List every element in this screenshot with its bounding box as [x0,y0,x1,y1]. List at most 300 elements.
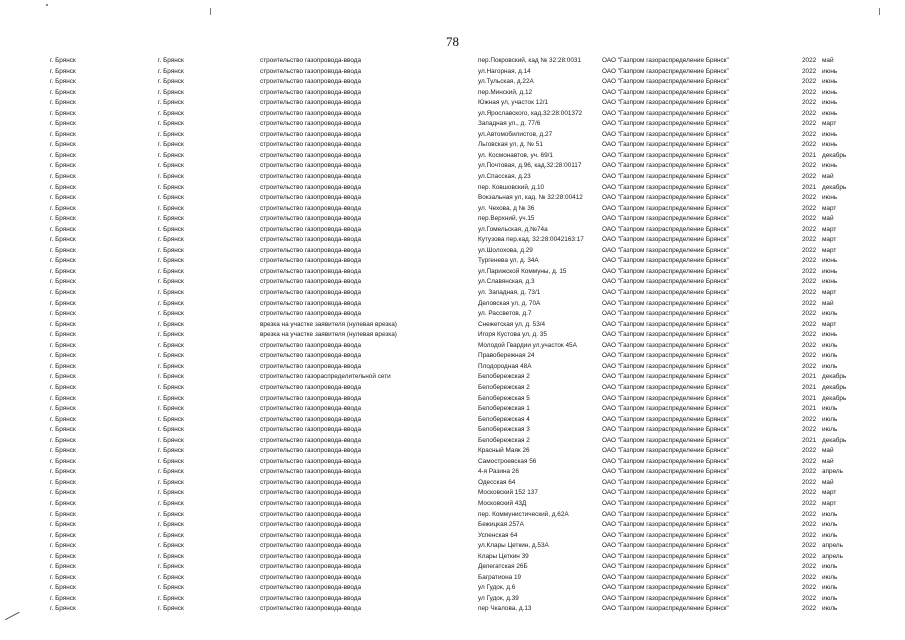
organization-cell: ОАО "Газпром газораспределение Брянск" [602,394,729,402]
city-cell: г. Брянск [158,552,184,560]
organization-cell: ОАО "Газпром газораспределение Брянск" [602,383,729,391]
table-row [50,183,850,194]
region-cell: г. Брянск [50,415,76,423]
city-cell: г. Брянск [158,99,184,107]
table-row [50,140,850,151]
year-cell: 2022 [802,468,817,476]
work-type-cell: строительство газопровода-ввода [260,531,362,539]
city-cell: г. Брянск [158,405,184,413]
year-cell: 2022 [802,426,817,434]
city-cell: г. Брянск [158,542,184,550]
table-row [50,510,850,521]
city-cell: г. Брянск [158,183,184,191]
address-cell: пер.Покровский, кад № 32:28:0031 [478,57,582,64]
region-cell: г. Брянск [50,510,76,518]
month-cell: май [822,478,834,486]
region-cell: г. Брянск [50,225,76,233]
region-cell: г. Брянск [50,531,76,539]
city-cell: г. Брянск [158,573,184,581]
table-row [50,77,850,88]
address-cell: Белобережская 1 [478,405,530,413]
city-cell: г. Брянск [158,415,184,423]
work-type-cell: строительство газопровода-ввода [260,246,362,254]
organization-cell: ОАО "Газпром газораспределение Брянск" [602,510,729,518]
work-type-cell: строительство газораспределительной сети [260,373,391,381]
year-cell: 2022 [802,362,817,370]
organization-cell: ОАО "Газпром газораспределение Брянск" [602,173,729,181]
page-number: 78 [446,34,459,49]
city-cell: г. Брянск [158,173,184,181]
region-cell: г. Брянск [50,130,76,138]
address-cell: ул.Ярославского, кад.32:28:001372 [478,109,583,117]
city-cell: г. Брянск [158,120,184,128]
address-cell: ул. Рассветов, д.7 [478,310,532,318]
table-row [50,583,850,594]
table-row [50,67,850,78]
table-row [50,277,850,288]
city-cell: г. Брянск [158,204,184,212]
region-cell: г. Брянск [50,521,76,529]
table-row [50,520,850,531]
year-cell: 2022 [802,267,817,275]
organization-cell: ОАО "Газпром газораспределение Брянск" [602,225,729,233]
region-cell: г. Брянск [50,447,76,455]
year-cell: 2022 [802,236,817,244]
month-cell: июль [822,521,838,529]
month-cell: июль [822,563,838,571]
table-row [50,288,850,299]
address-cell: Московский 43Д [478,499,527,507]
work-type-cell: строительство газопровода-ввода [260,563,362,571]
city-cell: г. Брянск [158,194,184,202]
work-type-cell: строительство газопровода-ввода [260,362,362,370]
region-cell: г. Брянск [50,215,76,223]
organization-cell: ОАО "Газпром газораспределение Брянск" [602,478,729,486]
scan-speck [46,4,48,6]
address-cell: ул. Космонавтов, уч. 69/1 [478,151,553,159]
city-cell: г. Брянск [158,289,184,297]
work-type-cell: строительство газопровода-ввода [260,215,362,223]
table-row [50,151,850,162]
table-row [50,488,850,499]
table-row [50,383,850,394]
scan-edge-mark-left [210,8,211,15]
work-type-cell: строительство газопровода-ввода [260,405,362,413]
region-cell: г. Брянск [50,331,76,339]
address-cell: Деловская ул, д. 70А [478,299,541,307]
year-cell: 2022 [802,204,817,212]
year-cell: 2022 [802,88,817,96]
year-cell: 2022 [802,173,817,181]
table-row [50,204,850,215]
region-cell: г. Брянск [50,478,76,486]
region-cell: г. Брянск [50,373,76,381]
work-type-cell: строительство газопровода-ввода [260,299,362,307]
table-row [50,404,850,415]
organization-cell: ОАО "Газпром газораспределение Брянск" [602,352,729,360]
year-cell: 2022 [802,320,817,328]
address-cell: ул.Почтовая, д.96, кад.32:28:00117 [478,162,582,170]
work-type-cell: строительство газопровода-ввода [260,151,362,159]
address-cell: Вокзальная ул, кад. № 32:28:00412 [478,194,583,202]
work-type-cell: строительство газопровода-ввода [260,584,362,592]
year-cell: 2022 [802,141,817,149]
region-cell: г. Брянск [50,394,76,402]
year-cell: 2022 [802,162,817,170]
address-cell: Белобережская 4 [478,415,530,423]
work-type-cell: строительство газопровода-ввода [260,88,362,96]
month-cell: июль [822,415,838,423]
address-cell: Снежетская ул, д. 53/4 [478,320,546,328]
organization-cell: ОАО "Газпром газораспределение Брянск" [602,57,729,64]
work-type-cell: строительство газопровода-ввода [260,57,362,64]
table-row [50,531,850,542]
year-cell: 2022 [802,289,817,297]
region-cell: г. Брянск [50,67,76,75]
month-cell: апрель [822,542,843,550]
region-cell: г. Брянск [50,88,76,96]
work-type-cell: строительство газопровода-ввода [260,447,362,455]
work-type-cell: строительство газопровода-ввода [260,267,362,275]
region-cell: г. Брянск [50,141,76,149]
region-cell: г. Брянск [50,405,76,413]
city-cell: г. Брянск [158,236,184,244]
work-type-cell: строительство газопровода-ввода [260,573,362,581]
month-cell: апрель [822,552,843,560]
work-type-cell: строительство газопровода-ввода [260,468,362,476]
table-row [50,119,850,130]
work-type-cell: строительство газопровода-ввода [260,310,362,318]
month-cell: май [822,447,834,455]
city-cell: г. Брянск [158,310,184,318]
city-cell: г. Брянск [158,394,184,402]
region-cell: г. Брянск [50,78,76,86]
month-cell: июль [822,352,838,360]
month-cell: май [822,457,834,465]
organization-cell: ОАО "Газпром газораспределение Брянск" [602,573,729,581]
region-cell: г. Брянск [50,320,76,328]
month-cell: март [822,246,837,254]
city-cell: г. Брянск [158,521,184,529]
table-row [50,552,850,563]
month-cell: декабрь [822,394,847,402]
region-cell: г. Брянск [50,457,76,465]
organization-cell: ОАО "Газпром газораспределение Брянск" [602,499,729,507]
table-row [50,562,850,573]
organization-cell: ОАО "Газпром газораспределение Брянск" [602,468,729,476]
work-type-cell: строительство газопровода-ввода [260,394,362,402]
table-row [50,109,850,120]
address-cell: Белобережская 2 [478,436,530,444]
month-cell: июнь [822,331,838,339]
organization-cell: ОАО "Газпром газораспределение Брянск" [602,120,729,128]
year-cell: 2021 [802,151,817,159]
work-type-cell: строительство газопровода-ввода [260,499,362,507]
address-cell: Успенская 64 [478,531,518,539]
year-cell: 2022 [802,194,817,202]
region-cell: г. Брянск [50,310,76,318]
table-row [50,161,850,172]
organization-cell: ОАО "Газпром газораспределение Брянск" [602,130,729,138]
organization-cell: ОАО "Газпром газораспределение Брянск" [602,489,729,497]
organization-cell: ОАО "Газпром газораспределение Брянск" [602,521,729,529]
year-cell: 2021 [802,183,817,191]
table-row [50,372,850,383]
work-type-cell: строительство газопровода-ввода [260,289,362,297]
work-type-cell: строительство газопровода-ввода [260,426,362,434]
organization-cell: ОАО "Газпром газораспределение Брянск" [602,88,729,96]
address-cell: Белобережская 5 [478,394,530,402]
address-cell: Красный Маяк 26 [478,447,530,455]
work-type-cell: строительство газопровода-ввода [260,352,362,360]
year-cell: 2022 [802,573,817,581]
address-cell: 4-я Разина 26 [478,468,519,476]
organization-cell: ОАО "Газпром газораспределение Брянск" [602,215,729,223]
address-cell: пер.Минский, д.12 [478,88,533,96]
city-cell: г. Брянск [158,499,184,507]
region-cell: г. Брянск [50,573,76,581]
table-row [50,467,850,478]
organization-cell: ОАО "Газпром газораспределение Брянск" [602,204,729,212]
table-row [50,541,850,552]
address-cell: Тургенева ул, д. 34А [478,257,539,265]
year-cell: 2022 [802,278,817,286]
work-type-cell: строительство газопровода-ввода [260,478,362,486]
month-cell: май [822,57,834,64]
year-cell: 2022 [802,331,817,339]
organization-cell: ОАО "Газпром газораспределение Брянск" [602,362,729,370]
work-type-cell: строительство газопровода-ввода [260,415,362,423]
city-cell: г. Брянск [158,162,184,170]
region-cell: г. Брянск [50,183,76,191]
address-cell: Московский 152 137 [478,489,538,497]
organization-cell: ОАО "Газпром газораспределение Брянск" [602,78,729,86]
city-cell: г. Брянск [158,141,184,149]
work-type-cell: строительство газопровода-ввода [260,173,362,181]
year-cell: 2022 [802,257,817,265]
organization-cell: ОАО "Газпром газораспределение Брянск" [602,405,729,413]
year-cell: 2022 [802,478,817,486]
city-cell: г. Брянск [158,257,184,265]
address-cell: ул Гудок, д.6 [478,584,516,592]
address-cell: Белобережская 2 [478,373,530,381]
year-cell: 2021 [802,436,817,444]
organization-cell: ОАО "Газпром газораспределение Брянск" [602,331,729,339]
address-cell: Западная ул., д. 77/6 [478,120,541,128]
year-cell: 2022 [802,78,817,86]
work-type-cell: строительство газопровода-ввода [260,67,362,75]
city-cell: г. Брянск [158,457,184,465]
table-row [50,299,850,310]
organization-cell: ОАО "Газпром газораспределение Брянск" [602,310,729,318]
year-cell: 2022 [802,521,817,529]
year-cell: 2022 [802,415,817,423]
year-cell: 2022 [802,499,817,507]
organization-cell: ОАО "Газпром газораспределение Брянск" [602,246,729,254]
city-cell: г. Брянск [158,278,184,286]
region-cell: г. Брянск [50,584,76,592]
year-cell: 2021 [802,373,817,381]
city-cell: г. Брянск [158,605,184,613]
table-row [50,341,850,352]
work-type-cell: строительство газопровода-ввода [260,383,362,391]
year-cell: 2022 [802,489,817,497]
city-cell: г. Брянск [158,373,184,381]
city-cell: г. Брянск [158,246,184,254]
region-cell: г. Брянск [50,594,76,602]
year-cell: 2022 [802,584,817,592]
address-cell: ул Гудок, д.39 [478,594,519,602]
table-row [50,330,850,341]
work-type-cell: строительство газопровода-ввода [260,194,362,202]
month-cell: июль [822,605,838,613]
work-type-cell: строительство газопровода-ввода [260,605,362,613]
month-cell: декабрь [822,183,847,191]
month-cell: июль [822,594,838,602]
month-cell: июль [822,573,838,581]
address-cell: Кутузова пер.кад. 32:28:0042163:17 [478,236,584,244]
region-cell: г. Брянск [50,289,76,297]
organization-cell: ОАО "Газпром газораспределение Брянск" [602,531,729,539]
organization-cell: ОАО "Газпром газораспределение Брянск" [602,278,729,286]
month-cell: март [822,320,837,328]
month-cell: июль [822,405,838,413]
city-cell: г. Брянск [158,352,184,360]
city-cell: г. Брянск [158,88,184,96]
organization-cell: ОАО "Газпром газораспределение Брянск" [602,373,729,381]
month-cell: июнь [822,99,838,107]
month-cell: июль [822,531,838,539]
city-cell: г. Брянск [158,510,184,518]
address-cell: Делегатская 26Б [478,563,528,571]
table-row [50,394,850,405]
organization-cell: ОАО "Газпром газораспределение Брянск" [602,151,729,159]
work-type-cell: врезка на участке заявителя (нулевая врезка) [260,331,397,339]
month-cell: март [822,499,837,507]
table-row [50,193,850,204]
region-cell: г. Брянск [50,278,76,286]
region-cell: г. Брянск [50,352,76,360]
region-cell: г. Брянск [50,99,76,107]
address-cell: Молодой Гвардии ул,участок 45А [478,341,577,349]
table-row [50,172,850,183]
month-cell: май [822,215,834,223]
month-cell: май [822,299,834,307]
region-cell: г. Брянск [50,341,76,349]
region-cell: г. Брянск [50,109,76,117]
table-row [50,604,850,615]
work-type-cell: строительство газопровода-ввода [260,120,362,128]
year-cell: 2022 [802,563,817,571]
organization-cell: ОАО "Газпром газораспределение Брянск" [602,320,729,328]
table-row [50,573,850,584]
region-cell: г. Брянск [50,383,76,391]
month-cell: июнь [822,278,838,286]
address-cell: Южная ул, участок 12/1 [478,99,549,107]
organization-cell: ОАО "Газпром газораспределение Брянск" [602,605,729,613]
region-cell: г. Брянск [50,194,76,202]
work-type-cell: строительство газопровода-ввода [260,183,362,191]
work-type-cell: строительство газопровода-ввода [260,141,362,149]
month-cell: март [822,225,837,233]
city-cell: г. Брянск [158,531,184,539]
address-cell: ул.Славянская, д.3 [478,278,535,286]
year-cell: 2022 [802,531,817,539]
region-cell: г. Брянск [50,246,76,254]
address-cell: пер. Ковшовский, д.10 [478,183,545,191]
year-cell: 2022 [802,594,817,602]
year-cell: 2022 [802,447,817,455]
table-row [50,56,850,67]
year-cell: 2022 [802,510,817,518]
work-type-cell: строительство газопровода-ввода [260,236,362,244]
table-row [50,425,850,436]
work-type-cell: строительство газопровода-ввода [260,278,362,286]
organization-cell: ОАО "Газпром газораспределение Брянск" [602,109,729,117]
organization-cell: ОАО "Газпром газораспределение Брянск" [602,267,729,275]
organization-cell: ОАО "Газпром газораспределение Брянск" [602,436,729,444]
organization-cell: ОАО "Газпром газораспределение Брянск" [602,194,729,202]
address-cell: пер.Верхний, уч.15 [478,215,535,223]
year-cell: 2021 [802,394,817,402]
year-cell: 2022 [802,215,817,223]
table-row [50,225,850,236]
region-cell: г. Брянск [50,426,76,434]
table-row [50,446,850,457]
year-cell: 2022 [802,552,817,560]
region-cell: г. Брянск [50,299,76,307]
city-cell: г. Брянск [158,67,184,75]
table-row [50,499,850,510]
table-row [50,214,850,225]
address-cell: Белобережская 3 [478,426,530,434]
city-cell: г. Брянск [158,331,184,339]
city-cell: г. Брянск [158,225,184,233]
month-cell: декабрь [822,436,847,444]
work-type-cell: строительство газопровода-ввода [260,162,362,170]
region-cell: г. Брянск [50,499,76,507]
work-type-cell: строительство газопровода-ввода [260,552,362,560]
month-cell: июль [822,584,838,592]
table-row [50,320,850,331]
year-cell: 2021 [802,383,817,391]
month-cell: июнь [822,162,838,170]
organization-cell: ОАО "Газпром газораспределение Брянск" [602,162,729,170]
organization-cell: ОАО "Газпром газораспределение Брянск" [602,426,729,434]
organization-cell: ОАО "Газпром газораспределение Брянск" [602,289,729,297]
region-cell: г. Брянск [50,162,76,170]
address-cell: Одесская 64 [478,478,516,486]
address-cell: ул.Клары Цеткин, д.53А [478,542,549,550]
work-type-cell: строительство газопровода-ввода [260,78,362,86]
work-type-cell: строительство газопровода-ввода [260,489,362,497]
city-cell: г. Брянск [158,320,184,328]
month-cell: июнь [822,109,838,117]
city-cell: г. Брянск [158,341,184,349]
year-cell: 2022 [802,246,817,254]
work-type-cell: строительство газопровода-ввода [260,521,362,529]
table-row [50,415,850,426]
year-cell: 2022 [802,457,817,465]
address-cell: ул.Гомельская, д.№74а [478,225,548,233]
region-cell: г. Брянск [50,436,76,444]
month-cell: июль [822,510,838,518]
address-cell: пер Чкалова, д.13 [478,605,532,613]
region-cell: г. Брянск [50,552,76,560]
table-row [50,351,850,362]
organization-cell: ОАО "Газпром газораспределение Брянск" [602,299,729,307]
month-cell: июнь [822,267,838,275]
